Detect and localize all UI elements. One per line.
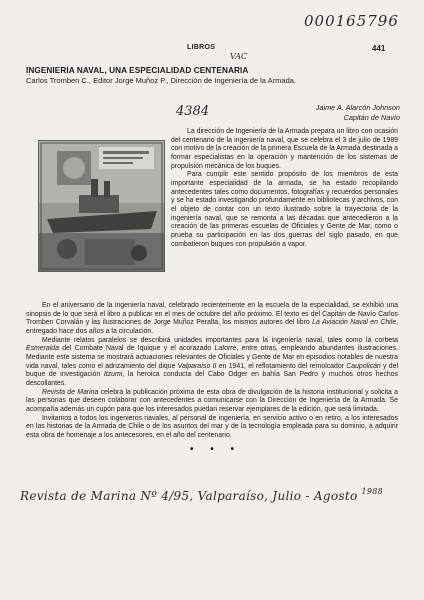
- article-credits: Carlos Tromben C., Editor Jorge Muñoz P., Dirección de Ingeniería de la Armada.: [26, 76, 296, 85]
- author-block: [316, 103, 400, 123]
- text-run: en 1941, el reflotamiento del remolcador: [216, 362, 347, 370]
- paragraph: [26, 337, 398, 389]
- handwritten-year: 1988: [361, 487, 384, 496]
- text-run: , la heroica conducta del Cabo Odger en bahía San Pedro y muchos otros hechos descollantes.: [26, 371, 398, 387]
- author-name: Jaime A. Alarcón Johnson: [315, 103, 400, 112]
- body-text: [26, 302, 398, 441]
- italic-title: Itzumi: [103, 371, 123, 379]
- paragraph: [26, 415, 398, 441]
- text-run: En el aniversario de la ingeniería naval, celebrado recientemente en la escuela de la especialidad, se exhibió una sinopsis de lo que será el libro a publicar en el mes de octubre del año próximo. El texto es del Capitán de Navío Carlos Tromben Corvalán y las ilustraciones de Jorge Muñoz Peralta, los mismos autores del libro: [26, 302, 398, 327]
- handwritten-number: 4384: [176, 104, 210, 119]
- page-number: 441: [372, 44, 386, 53]
- text-run: , entregado hace dos años a la circulación.: [26, 319, 398, 335]
- italic-title: Revista de Marina: [42, 388, 99, 396]
- handwritten-source: Revista de Marina Nº 4/95, Valparaíso, Julio - Agosto: [20, 489, 358, 503]
- book-cover-image: [38, 140, 165, 272]
- handwritten-source-note: [20, 489, 383, 503]
- intro-column: [171, 128, 398, 249]
- text-run: Mediante relatos paralelos se describirá unidades importantes para la ingeniería naval, tales como la corbeta: [42, 336, 398, 344]
- italic-title: La Aviación Naval en Chile: [312, 319, 397, 327]
- italic-title: Caupolicán: [346, 362, 381, 370]
- book-cover-illustration: [39, 141, 164, 271]
- italic-title: Valparaíso II: [177, 362, 217, 370]
- text-run: celebra la publicación próxima de esta obra de divulgación de la historia institucional y solicita a las personas que deseen colaborar con antecedentes a comunicarse con la Dirección de Ingeniería de la Armada. Se acompaña además un cupón para que los interesados puedan reservar ejemplares de la edición, que será limitada.: [26, 388, 398, 413]
- italic-title: Latorre: [214, 345, 237, 353]
- paragraph: Para cumplir este sentido propósito de los miembros de esta importante especialidad de la armada, se ha estado recopilando antecedentes tales como documentos, fotografías y recuerdos personales y se ha estado investigando profundamente en bibliotecas y archivos, con el objeto de contar con un texto ilustrado sobre la trayectoria de la ingeniería naval, que se remonta a las décadas que antecedieron a la creación de las primeras escuelas de Oficiales y Gente de Mar, como o prueba su participación en las dos guerras del siglo pasado, en que combatieron buques con propulsión a vapor.: [171, 171, 398, 248]
- italic-title: Esmeralda: [26, 345, 59, 353]
- paragraph: [26, 389, 398, 415]
- text-run: Invitamos a todos los ingenieros navales, al personal de ingeniería, en servicio activo o en retiro, a los interesados en las historias de la Armada de Chile o de los asuntos del mar y de la tecnología empleada para su dominio, a adquirir esta obra de homenaje a los antecesores, en el año del centenario.: [26, 414, 398, 439]
- text-run: , entre otras, empleando abundantes ilustraciones. Mediante este sistema se mostrará actuaciones relevantes de Oficiales y Gente de Mar en episodios notables de nuestra vida naval, tales como el adrizamiento del dique: [26, 345, 398, 370]
- article-title: INGENIERIA NAVAL, UNA ESPECIALIDAD CENTENARIA: [26, 66, 249, 75]
- paragraph: [26, 302, 398, 337]
- paragraph: La dirección de Ingeniería de la Armada prepara un libro con ocasión del centenario de la ingeniería naval, que se celebra el 3 de julio de 1989 con motivo de la creación de la primera Escuela de la Armada destinada a formar especialistas en la operación y mantención de los sistemas de propulsión mecánica de los buques.: [171, 128, 398, 170]
- handwritten-catalog-number: 000165796: [304, 12, 399, 30]
- section-header: LIBROS: [187, 44, 216, 51]
- text-run: y del buque de investigación: [26, 362, 398, 379]
- text-run: del Combate Naval de Iquique y el acorazado: [58, 345, 215, 353]
- handwritten-note: VAC: [230, 52, 248, 61]
- author-rank: Capitán de Navío: [343, 113, 400, 122]
- end-mark: • • •: [190, 444, 242, 455]
